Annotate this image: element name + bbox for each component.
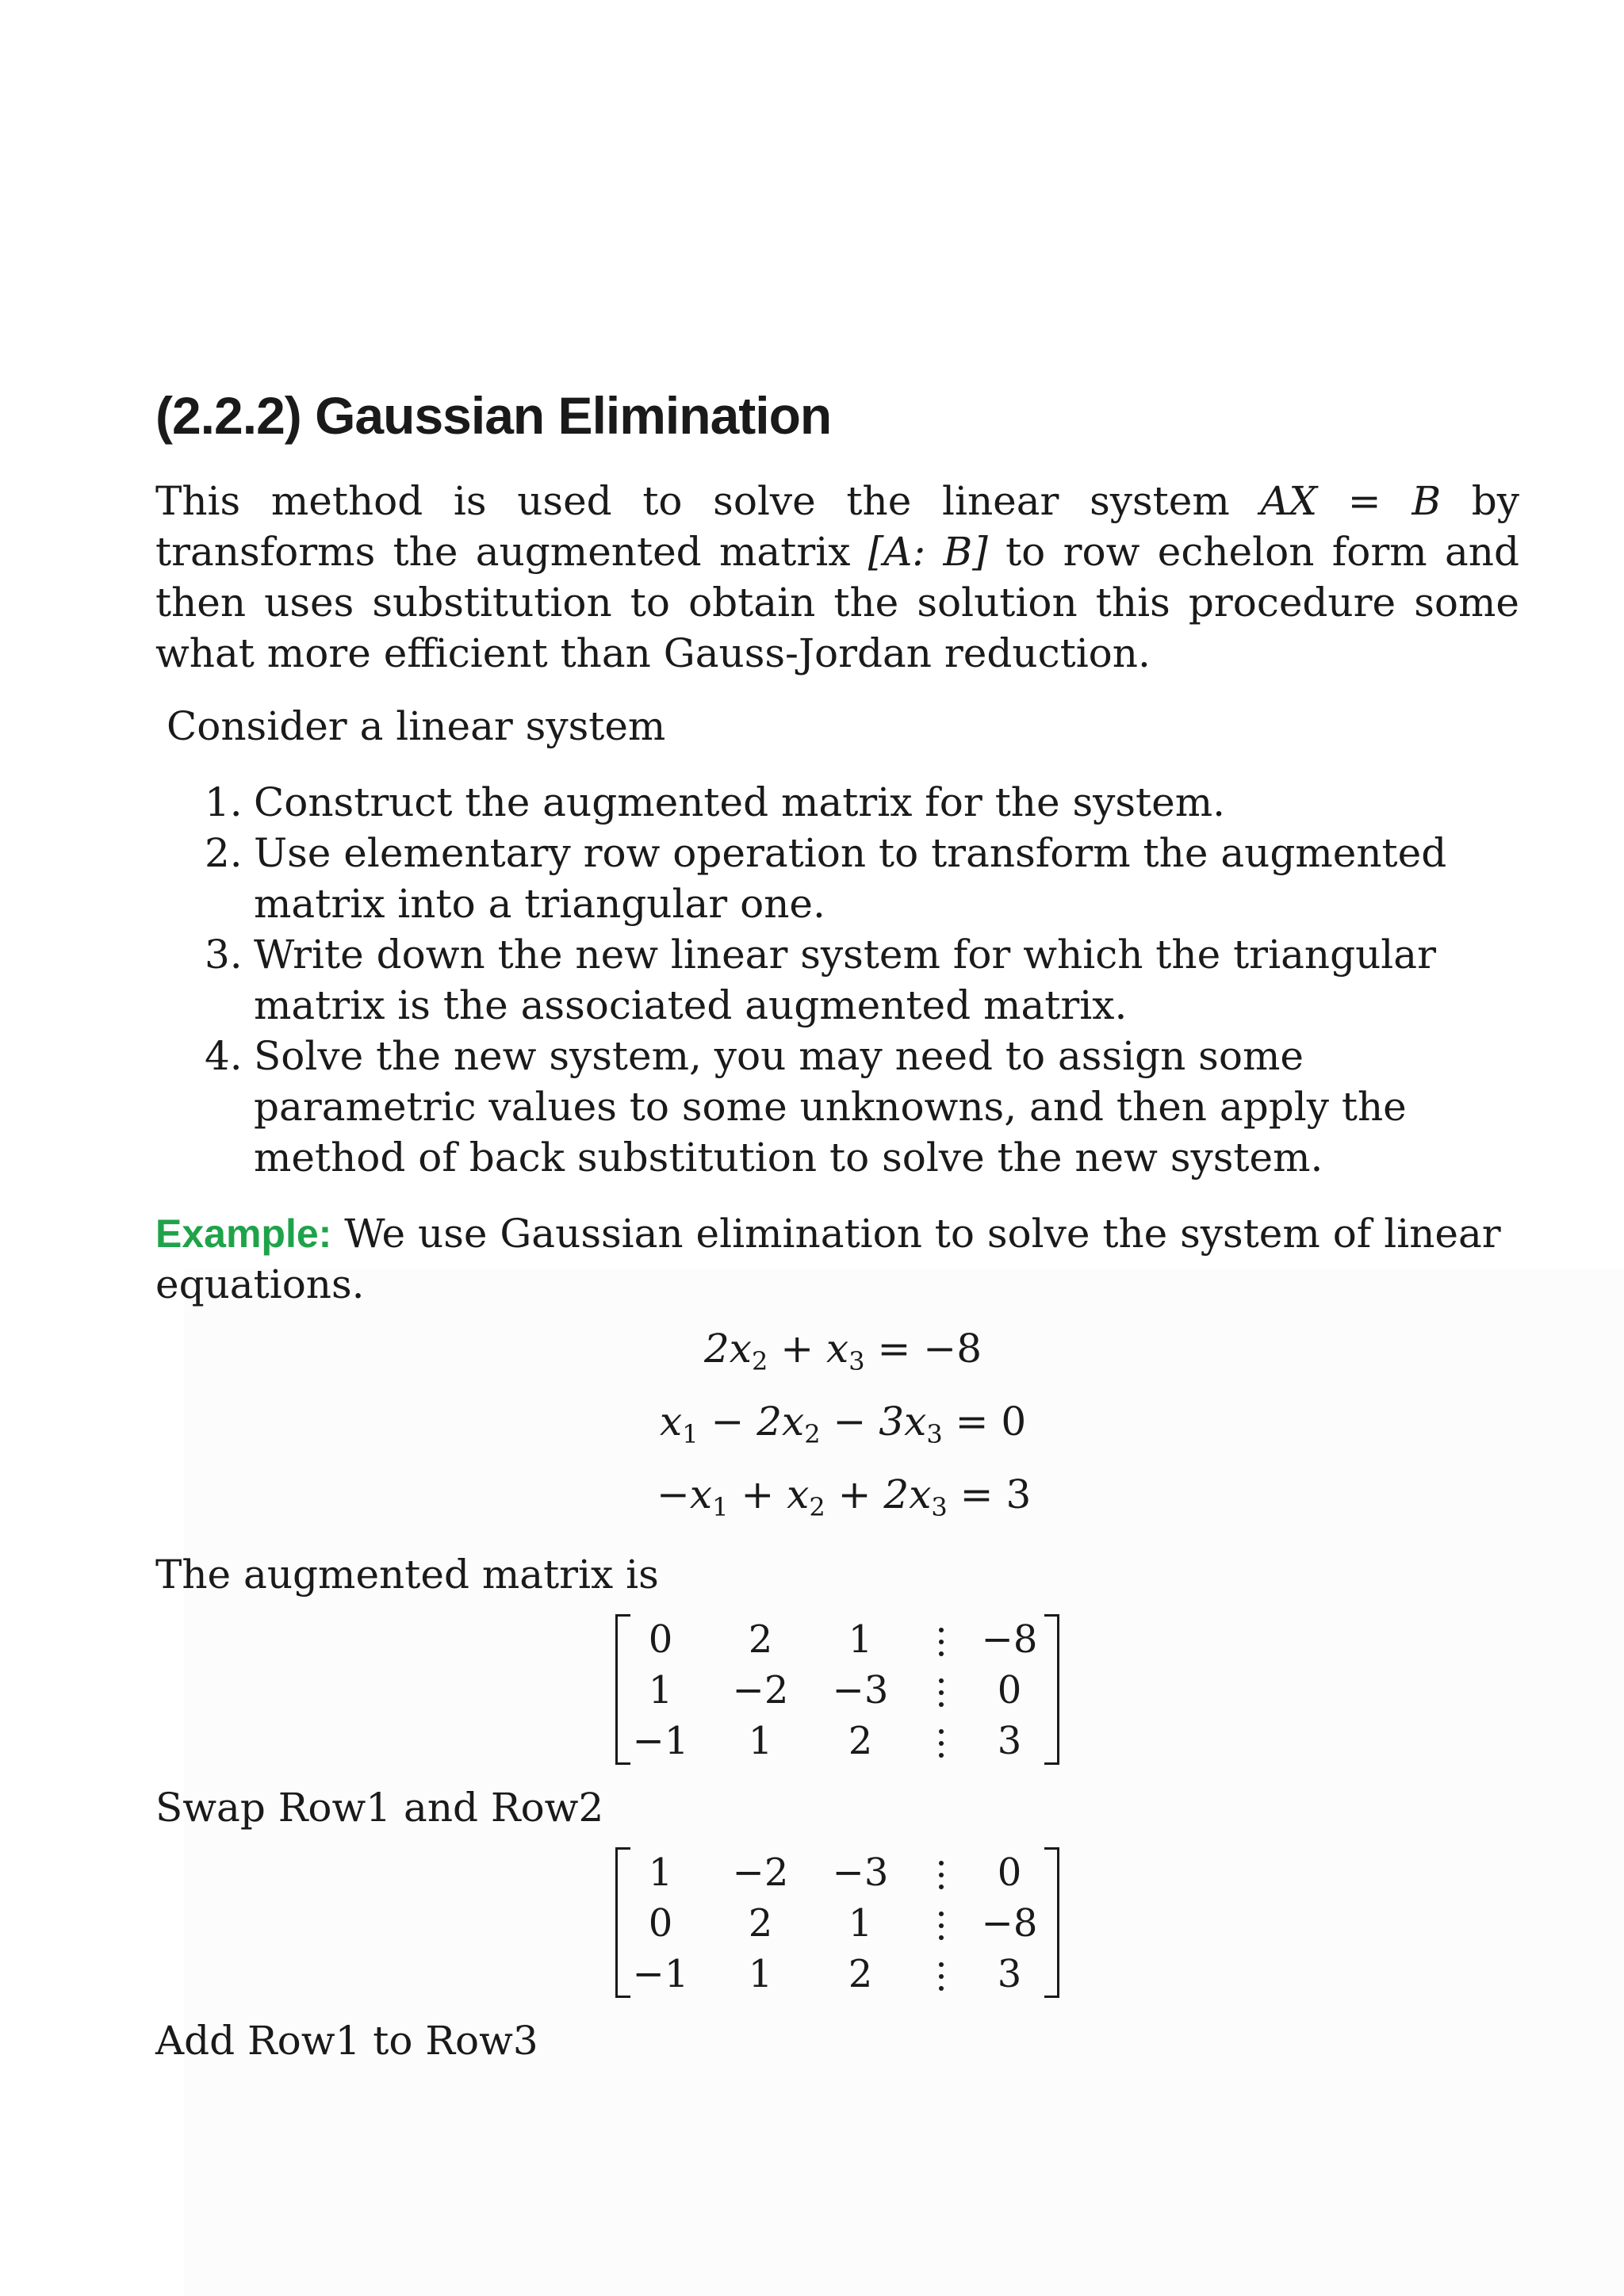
- eq2-rhs: = 0: [942, 1399, 1027, 1445]
- eq3-term-c: + 2x: [825, 1471, 932, 1517]
- eq1-term-a: 2x: [704, 1326, 753, 1372]
- eq3-sub-c: 3: [931, 1492, 948, 1522]
- matrix-cell: 1: [648, 1850, 673, 1895]
- matrix-cell: −8: [981, 1617, 1038, 1662]
- eq2-term-b: − 2x: [698, 1399, 805, 1445]
- step-number: 4.: [205, 1033, 243, 1079]
- matrix-cell: −8: [981, 1901, 1038, 1946]
- augmented-matrix-1: [615, 1614, 1059, 1765]
- augment-separator: [937, 1722, 945, 1758]
- matrix-cell: 1: [848, 1617, 873, 1662]
- equation-2: [660, 1399, 1026, 1449]
- augment-separator: [937, 1621, 945, 1656]
- eq2-term-a: x: [660, 1399, 683, 1445]
- list-item: [205, 1031, 1537, 1183]
- intro-line: Consider a linear system: [167, 703, 666, 749]
- matrix-cell: 3: [997, 1952, 1022, 1996]
- list-item: [205, 929, 1537, 1031]
- matrix-cell: 1: [748, 1952, 773, 1996]
- step-text: Solve the new system, you may need to assign some parametric values to some unknowns, and then apply the method of back substitution to solve the new system.: [254, 1033, 1407, 1181]
- eq3-term-b: + x: [728, 1471, 810, 1517]
- augment-separator: [937, 1854, 945, 1889]
- eq3-rhs: = 3: [947, 1471, 1032, 1517]
- right-bracket: [1044, 1614, 1059, 1765]
- intro-paragraph: [155, 476, 1519, 679]
- augmented-matrix-2: [615, 1847, 1059, 1998]
- matrix-cell: 3: [997, 1719, 1022, 1763]
- matrix-cell: −1: [632, 1952, 689, 1996]
- matrix-cell: 0: [997, 1850, 1022, 1895]
- eq1-term-b: + x: [768, 1326, 849, 1372]
- step-text: Use elementary row operation to transform the augmented matrix into a triangular one.: [254, 830, 1447, 927]
- para-text-2: by transforms the augmented matrix: [155, 478, 1519, 575]
- matrix-cell: −3: [832, 1850, 889, 1895]
- step-number: 2.: [205, 830, 243, 876]
- eq3-sub-b: 2: [809, 1492, 825, 1522]
- eq1-sub-b: 3: [848, 1346, 865, 1376]
- augment-separator: [937, 1671, 945, 1707]
- para-math-2: [A: B]: [868, 529, 988, 575]
- augment-separator: [937, 1904, 945, 1940]
- matrix-cell: 1: [648, 1668, 673, 1712]
- matrix-cell: 0: [648, 1901, 673, 1946]
- para-text-3: to row echelon form and then uses substitution to obtain the solution this procedure some what more efficient than Gauss-Jordan reduction.: [155, 529, 1519, 676]
- matrix-cell: 2: [848, 1952, 873, 1996]
- eq2-sub-c: 3: [926, 1419, 943, 1449]
- matrix-cell: 0: [997, 1668, 1022, 1712]
- example-paragraph: [155, 1208, 1519, 1310]
- augment-separator: [937, 1955, 945, 1991]
- matrix-cell: −2: [732, 1668, 789, 1712]
- add-label: Add Row1 to Row3: [155, 2018, 538, 2064]
- eq2-sub-b: 2: [804, 1419, 821, 1449]
- matrix-cell: 2: [748, 1617, 773, 1662]
- equation-1: [704, 1326, 982, 1376]
- eq1-sub-a: 2: [752, 1346, 768, 1376]
- list-item: [205, 777, 1537, 828]
- step-text: Construct the augmented matrix for the system.: [254, 779, 1226, 825]
- matrix-cell: 1: [848, 1901, 873, 1946]
- right-bracket: [1044, 1847, 1059, 1998]
- section-heading: (2.2.2) Gaussian Elimination: [155, 386, 832, 445]
- matrix-cell: 0: [648, 1617, 673, 1662]
- step-number: 1.: [205, 779, 243, 825]
- eq2-sub-a: 1: [682, 1419, 699, 1449]
- matrix-cell: −2: [732, 1850, 789, 1895]
- augmented-label: The augmented matrix is: [155, 1552, 659, 1598]
- eq1-rhs: = −8: [864, 1326, 982, 1372]
- list-item: [205, 828, 1537, 929]
- eq2-term-c: − 3x: [820, 1399, 927, 1445]
- step-text: Write down the new linear system for which the triangular matrix is the associated augmented matrix.: [254, 932, 1436, 1028]
- matrix-cell: 1: [748, 1719, 773, 1763]
- swap-label: Swap Row1 and Row2: [155, 1785, 604, 1831]
- para-math-1: AX = B: [1260, 478, 1442, 524]
- example-label: Example:: [155, 1211, 332, 1256]
- matrix-cell: 2: [748, 1901, 773, 1946]
- matrix-cell: −3: [832, 1668, 889, 1712]
- eq3-term-a: −x: [657, 1471, 713, 1517]
- equation-3: [657, 1471, 1031, 1522]
- matrix-cell: 2: [848, 1719, 873, 1763]
- matrix-cell: −1: [632, 1719, 689, 1763]
- example-text: We use Gaussian elimination to solve the system of linear equations.: [155, 1211, 1501, 1307]
- step-number: 3.: [205, 932, 243, 978]
- eq3-sub-a: 1: [712, 1492, 729, 1522]
- para-text-1: This method is used to solve the linear system: [155, 478, 1261, 524]
- steps-list: [205, 777, 1537, 1183]
